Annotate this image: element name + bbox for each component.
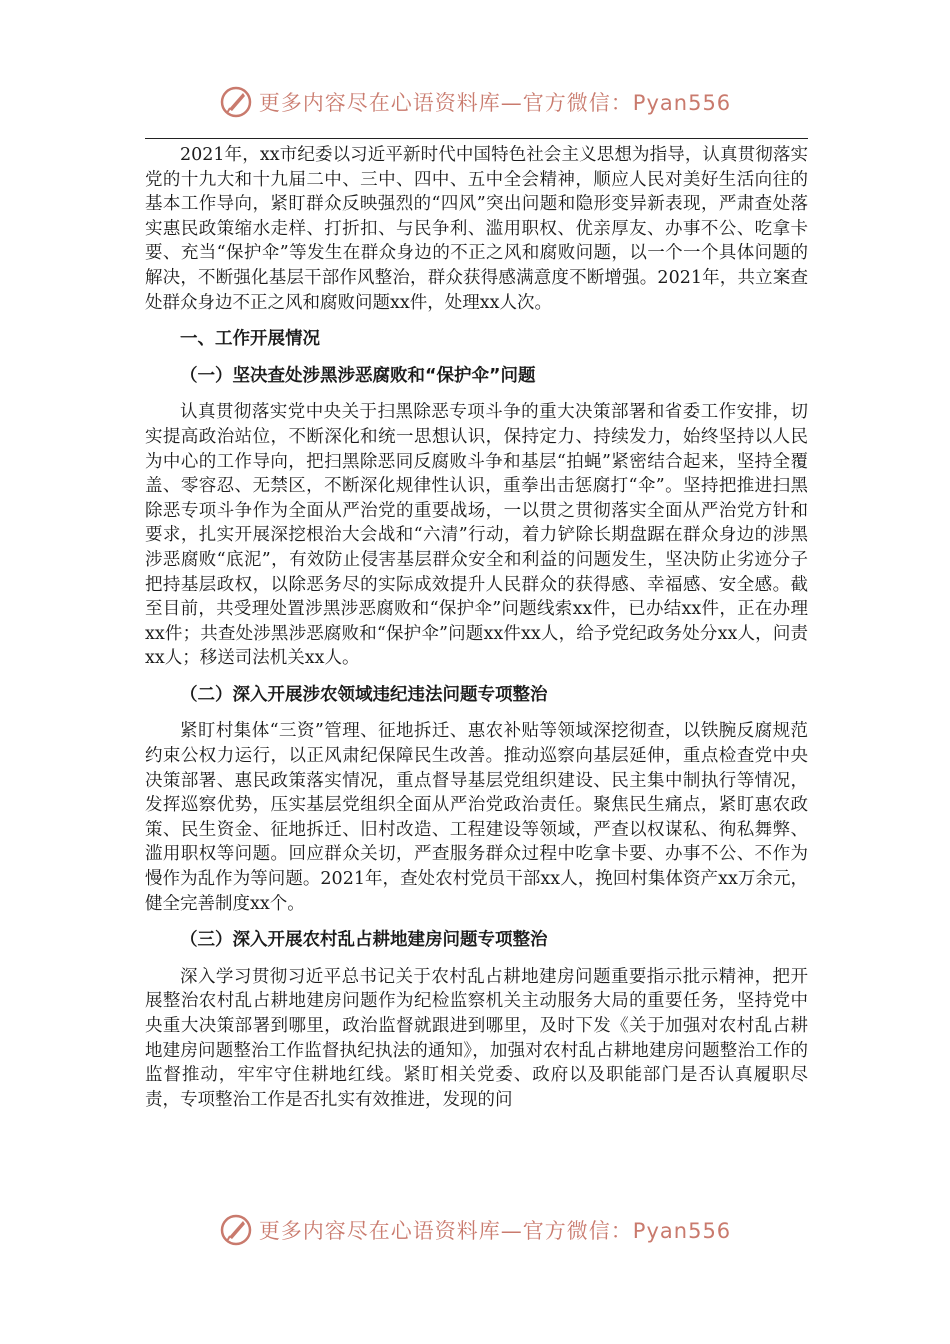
- document-body: [145, 143, 808, 1112]
- subsection-3-paragraph: 深入学习贯彻习近平总书记关于农村乱占耕地建房问题重要指示批示精神，把开展整治农村乱占耕地建房问题作为纪检监察机关主动服务大局的重要任务，坚持党中央重大决策部署到哪里，政治监督就跟进到哪里，及时下发《关于加强对农村乱占耕地建房问题整治工作监督执纪执法的通知》，加强对农村乱占耕地建房问题整治工作的监督推动，牢牢守住耕地红线。紧盯相关党委、政府以及职能部门是否认真履职尽责，专项整治工作是否扎实有效推进，发现的问: [145, 966, 808, 1110]
- quill-pen-logo-icon: [219, 85, 253, 119]
- subsection-heading-2: （二）深入开展涉农领域违纪违法问题专项整治: [180, 684, 548, 705]
- subsection-1-paragraph: 认真贯彻落实党中央关于扫黑除恶专项斗争的重大决策部署和省委工作安排，切实提高政治站位，不断深化和统一思想认识，保持定力、持续发力，始终坚持以人民为中心的工作导向，把扫黑除恶同反腐败斗争和基层“拍蝇”紧密结合起来，坚持全覆盖、零容忍、无禁区，不断深化规律性认识，重拳出击惩腐打“伞”。坚持把推进扫黑除恶专项斗争作为全面从严治党的重要战场，一以贯之贯彻落实全面从严治党方针和要求，扎实开展深挖根治大会战和“六清”行动，着力铲除长期盘踞在群众身边的涉黑涉恶腐败“底泥”，有效防止侵害基层群众安全和利益的问题发生，坚决防止劣迹分子把持基层政权，以除恶务尽的实际成效提升人民群众的获得感、幸福感、安全感。截至目前，共受理处置涉黑涉恶腐败和“保护伞”问题线索xx件，已办结xx件，正在办理xx件；共查处涉黑涉恶腐败和“保护伞”问题xx件xx人，给予党纪政务处分xx人，问责xx人；移送司法机关xx人。: [145, 402, 808, 669]
- header-banner-text: 更多内容尽在心语资料库—官方微信：Pyan556: [258, 91, 732, 115]
- subsection-heading-3: （三）深入开展农村乱占耕地建房问题专项整治: [180, 930, 548, 951]
- section-heading-work-status: 一、工作开展情况: [180, 329, 320, 350]
- subsection-2-paragraph: 紧盯村集体“三资”管理、征地拆迁、惠农补贴等领域深挖彻查，以铁腕反腐规范约束公权力运行，以正风肃纪保障民生改善。推动巡察向基层延伸，重点检查党中央决策部署、惠民政策落实情况，重点督导基层党组织建设、民主集中制执行等情况，发挥巡察优势，压实基层党组织全面从严治党政治责任。聚焦民生痛点，紧盯惠农政策、民生资金、征地拆迁、旧村改造、工程建设等领域，严查以权谋私、徇私舞弊、滥用职权等问题。回应群众关切，严查服务群众过程中吃拿卡要、办事不公、不作为慢作为乱作为等问题。2021年，查处农村党员干部xx人，挽回村集体资产xx万余元，健全完善制度xx个。: [145, 721, 808, 914]
- header-divider: [145, 138, 808, 139]
- subsection-heading-1: （一）坚决查处涉黑涉恶腐败和“保护伞”问题: [180, 365, 536, 386]
- header-banner: [0, 80, 950, 124]
- footer-banner: [0, 1208, 950, 1252]
- footer-banner-text: 更多内容尽在心语资料库—官方微信：Pyan556: [258, 1219, 732, 1243]
- quill-pen-logo-icon: [219, 1213, 253, 1247]
- intro-paragraph: 2021年，xx市纪委以习近平新时代中国特色社会主义思想为指导，认真贯彻落实党的十九大和十九届二中、三中、四中、五中全会精神，顺应人民对美好生活向往的基本工作导向，紧盯群众反映强烈的“四风”突出问题和隐形变异新表现，严肃查处落实惠民政策缩水走样、打折扣、与民争利、滥用职权、优亲厚友、办事不公、吃拿卡要、充当“保护伞”等发生在群众身边的不正之风和腐败问题，以一个一个具体问题的解决，不断强化基层干部作风整治，群众获得感满意度不断增强。2021年，共立案查处群众身边不正之风和腐败问题xx件，处理xx人次。: [145, 145, 808, 313]
